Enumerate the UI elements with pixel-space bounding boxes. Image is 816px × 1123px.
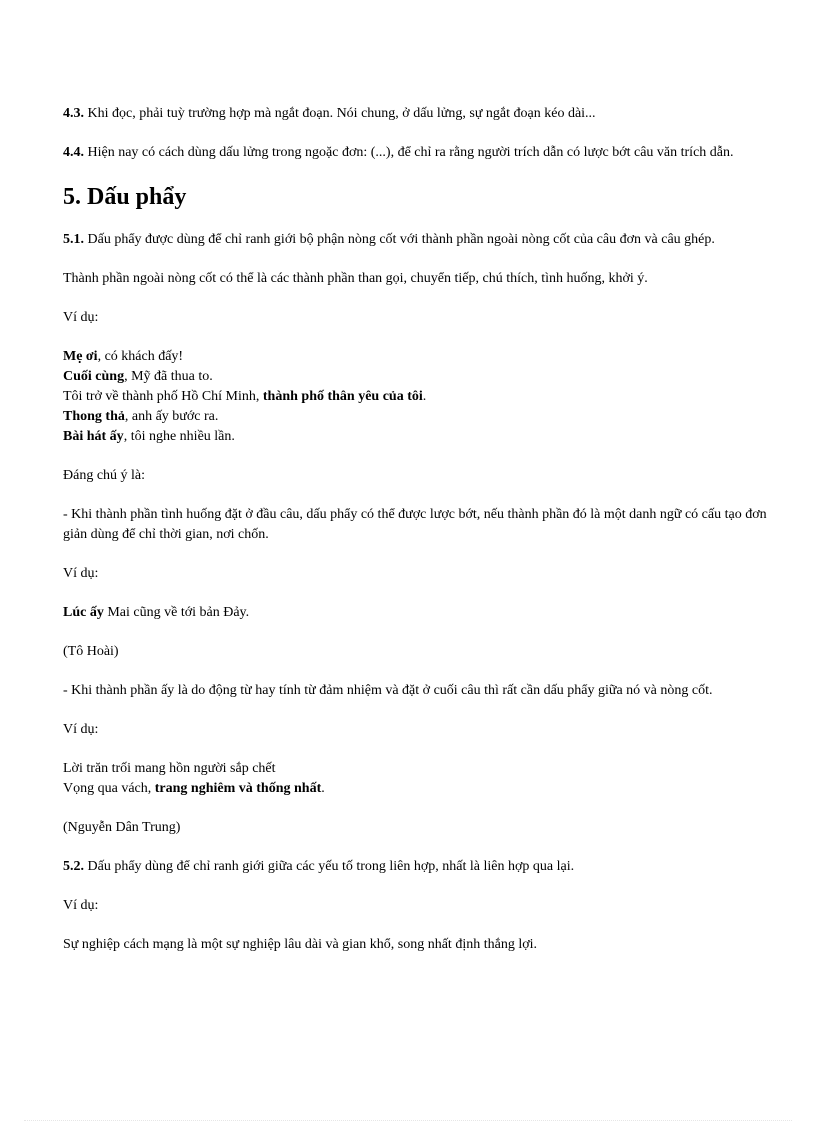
paragraph-5-1 (63, 230, 775, 250)
section-number: 5.1. (63, 232, 84, 247)
example-text: . (321, 781, 325, 796)
example-text: Mai cũng về tới bản Đảy. (103, 605, 250, 620)
example-line (63, 387, 775, 407)
example-text: . (422, 389, 427, 404)
paragraph-components: Thành phần ngoài nòng cốt có thể là các thành phần than gọi, chuyển tiếp, chú thích, tình huống, khởi ý. (63, 271, 648, 286)
paragraph-5-2 (63, 857, 775, 877)
example-text: Vọng qua vách, (63, 781, 155, 796)
bold-phrase: Cuối cùng (63, 369, 125, 384)
source-citation: (Tô Hoài) (63, 644, 119, 659)
example-label: Ví dụ: (63, 898, 99, 913)
example-text: Tôi trở về thành phố Hồ Chí Minh, (63, 389, 263, 404)
section-number: 4.3. (63, 106, 84, 121)
bold-phrase: Bài hát ấy (63, 429, 124, 444)
page-bottom-divider (24, 1120, 792, 1121)
paragraph-note-1: - Khi thành phần tình huống đặt ở đầu câu, dấu phẩy có thể được lược bớt, nếu thành phần đó là một danh ngữ có cấu tạo đơn giản dùng để chỉ thời gian, nơi chốn. (63, 507, 767, 542)
section-number: 4.4. (63, 145, 84, 160)
paragraph-text: Hiện nay có cách dùng dấu lửng trong ngoặc đơn: (...), để chỉ ra rằng người trích dẫn có lược bớt câu văn trích dẫn. (84, 145, 734, 160)
example-line (63, 347, 775, 367)
section-heading-5: 5. Dấu phẩy (63, 184, 187, 210)
example-line (63, 427, 775, 447)
bold-phrase: Mẹ ơi (63, 349, 98, 364)
document-page (63, 104, 775, 974)
example-line (63, 367, 775, 387)
paragraph-text: Dấu phẩy dùng để chỉ ranh giới giữa các yếu tố trong liên hợp, nhất là liên hợp qua lại. (84, 859, 575, 874)
example-label: Ví dụ: (63, 310, 99, 325)
example-text: , Mỹ đã thua to. (124, 369, 213, 384)
example-line (63, 407, 775, 427)
bold-phrase: trang nghiêm và thống nhất (154, 781, 322, 796)
section-number: 5.2. (63, 859, 84, 874)
example-sentence: Sự nghiệp cách mạng là một sự nghiệp lâu dài và gian khổ, song nhất định thắng lợi. (63, 937, 537, 952)
example-text: , có khách đấy! (97, 349, 184, 364)
paragraph-text: Dấu phẩy được dùng để chỉ ranh giới bộ phận nòng cốt với thành phần ngoài nòng cốt của câu đơn và câu ghép. (84, 232, 715, 247)
paragraph-text: Khi đọc, phải tuỳ trường hợp mà ngắt đoạn. Nói chung, ở dấu lửng, sự ngắt đoạn kéo dài... (84, 106, 596, 121)
paragraph-4-4 (63, 143, 775, 163)
example-text: , anh ấy bước ra. (124, 409, 219, 424)
example-label: Ví dụ: (63, 722, 99, 737)
example-text: , tôi nghe nhiều lần. (123, 429, 235, 444)
example-block-1 (63, 347, 775, 447)
example-label: Ví dụ: (63, 566, 99, 581)
example-line (63, 779, 775, 799)
paragraph-4-3 (63, 104, 775, 124)
note-label: Đáng chú ý là: (63, 468, 146, 483)
source-citation: (Nguyễn Dân Trung) (63, 820, 181, 835)
example-block-2 (63, 603, 775, 623)
bold-phrase: thành phố thân yêu của tôi (262, 389, 423, 404)
paragraph-note-2: - Khi thành phần ấy là do động từ hay tính từ đảm nhiệm và đặt ở cuối câu thì rất cần dấu phẩy giữa nó và nòng cốt. (63, 683, 713, 698)
bold-phrase: Lúc ấy (63, 605, 104, 620)
bold-phrase: Thong thả (63, 409, 125, 424)
example-line: Lời trăn trối mang hồn người sắp chết (63, 761, 276, 776)
example-block-3 (63, 759, 775, 799)
